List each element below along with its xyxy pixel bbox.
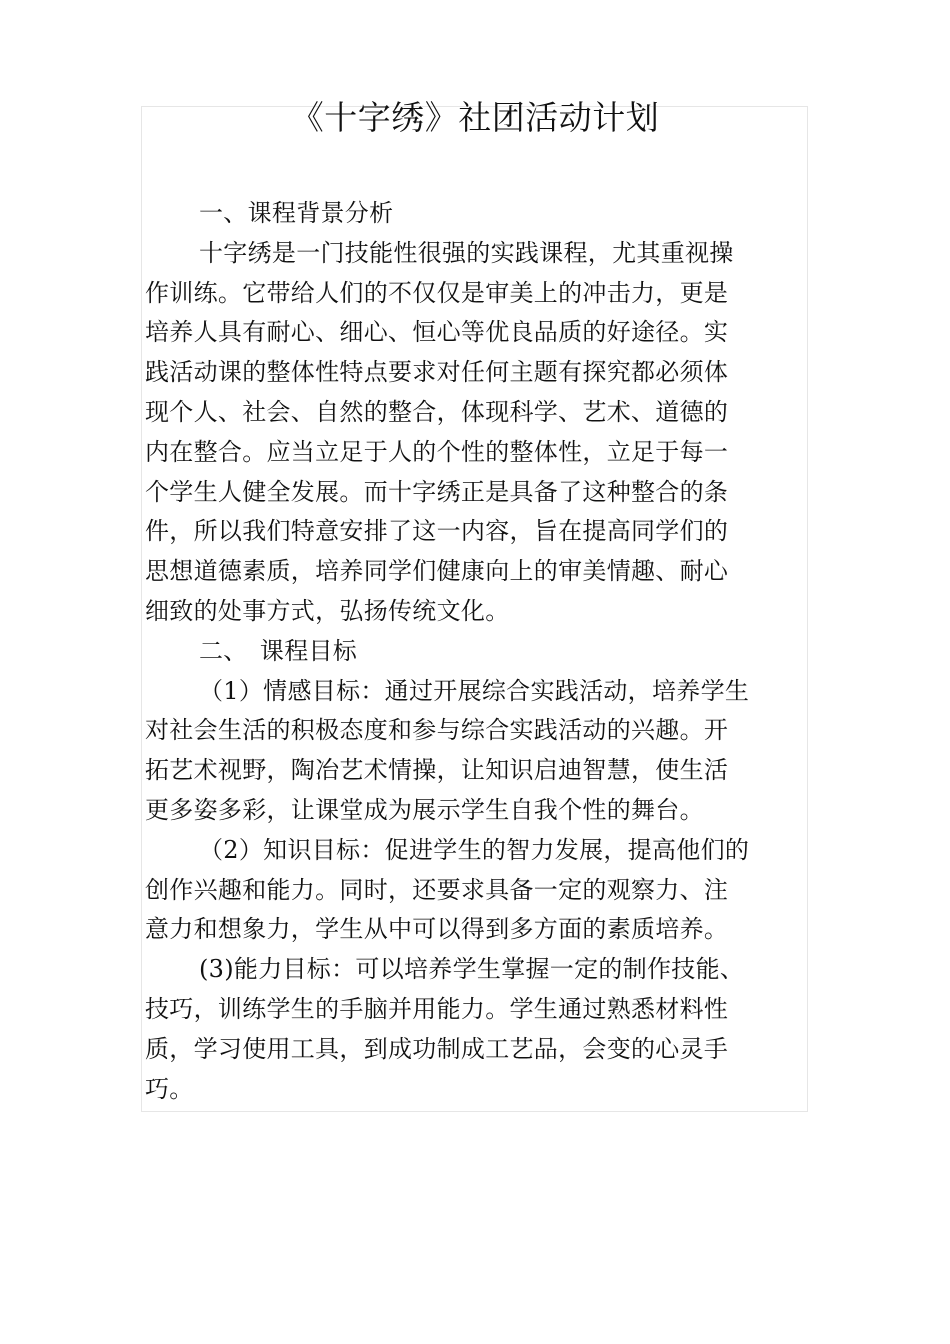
paragraph-line: 对社会生活的积极态度和参与综合实践活动的兴趣。开 bbox=[145, 716, 729, 745]
paragraph-line: 巧。 bbox=[145, 1074, 194, 1103]
document-title: 《十字绣》社团活动计划 bbox=[290, 98, 660, 137]
paragraph-line: 培养人具有耐心、细心、恒心等优良品质的好途径。实 bbox=[145, 318, 729, 347]
document-body bbox=[145, 194, 780, 1109]
paragraph-line: 拓艺术视野，陶冶艺术情操，让知识启迪智慧，使生活 bbox=[145, 756, 729, 785]
paragraph-line: 十字绣是一门技能性很强的实践课程，尤其重视操 bbox=[199, 238, 734, 267]
paragraph-line: 作训练。它带给人们的不仅仅是审美上的冲击力，更是 bbox=[145, 278, 729, 307]
paragraph-line: 践活动课的整体性特点要求对任何主题有探究都必须体 bbox=[145, 358, 729, 387]
paragraph-line: 内在整合。应当立足于人的个性的整体性，立足于每一 bbox=[145, 437, 729, 466]
paragraph-line: 思想道德素质，培养同学们健康向上的审美情趣、耐心 bbox=[145, 557, 729, 586]
paragraph-line: 件，所以我们特意安排了这一内容，旨在提高同学们的 bbox=[145, 517, 729, 546]
paragraph-line: 个学生人健全发展。而十字绣正是具备了这种整合的条 bbox=[145, 477, 729, 506]
paragraph-line: 更多姿多彩，让课堂成为展示学生自我个性的舞台。 bbox=[145, 795, 704, 824]
paragraph-line: 技巧，训练学生的手脑并用能力。学生通过熟悉材料性 bbox=[145, 994, 729, 1023]
paragraph-line: 细致的处事方式，弘扬传统文化。 bbox=[145, 596, 510, 625]
paragraph-line: （2）知识目标：促进学生的智力发展，提高他们的 bbox=[199, 835, 750, 864]
section-heading-background: 一、课程背景分析 bbox=[199, 199, 394, 227]
paragraph-line: 现个人、社会、自然的整合，体现科学、艺术、道德的 bbox=[145, 397, 729, 426]
section-heading-goals: 二、 课程目标 bbox=[199, 636, 358, 665]
paragraph-line: 质，学习使用工具，到成功制成工艺品，会变的心灵手 bbox=[145, 1034, 729, 1063]
paragraph-line: （1）情感目标：通过开展综合实践活动，培养学生 bbox=[199, 676, 750, 705]
paragraph-line: (3)能力目标：可以培养学生掌握一定的制作技能、 bbox=[199, 955, 745, 984]
paragraph-line: 意力和想象力，学生从中可以得到多方面的素质培养。 bbox=[145, 915, 729, 944]
paragraph-line: 创作兴趣和能力。同时，还要求具备一定的观察力、注 bbox=[145, 875, 729, 904]
